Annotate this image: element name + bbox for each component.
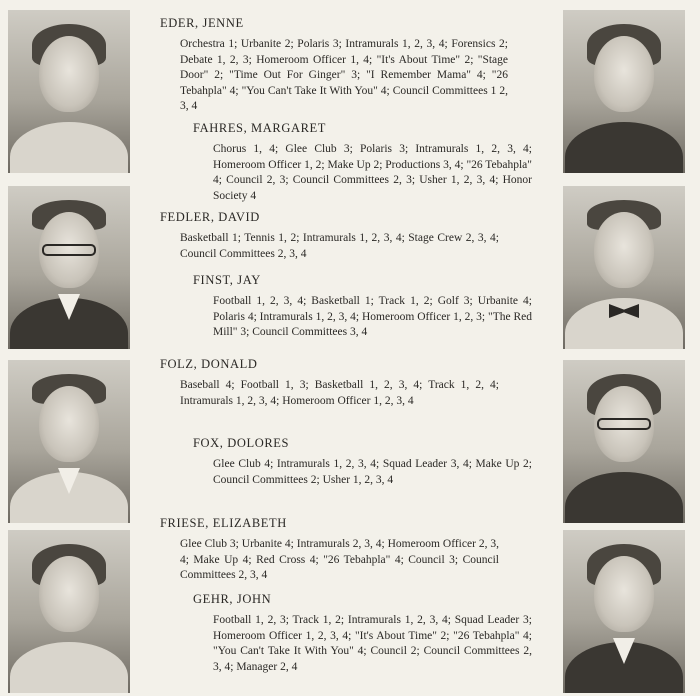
student-name: FAHRES, MARGARET (193, 121, 326, 135)
student-activities: Chorus 1, 4; Glee Club 3; Polaris 3; Intramurals 1, 2, 3, 4; Homeroom Officer 1, 2; Make Up 2; Productions 3, 4; "26 Tebahpla" 4; Council 2, 3; Council Committees 2, 3; Usher 1, 2, 3, 4; Honor Society 4 (213, 143, 532, 202)
portrait-photo (563, 530, 685, 693)
student-name: EDER, JENNE (160, 16, 244, 30)
student-activities: Baseball 4; Football 1, 3; Basketball 1, 2, 3, 4; Track 1, 2, 4; Intramurals 1, 2, 3, 4; Homeroom Officer 1, 2, 3, 4 (180, 379, 499, 407)
portrait-photo (8, 360, 130, 523)
portrait-photo (563, 186, 685, 349)
portrait-photo (8, 186, 130, 349)
student-entry (193, 436, 532, 488)
student-name: FOLZ, DONALD (160, 357, 258, 371)
portrait-photo (563, 360, 685, 523)
student-entry (193, 121, 532, 204)
student-entry (160, 210, 499, 262)
student-activities: Glee Club 3; Urbanite 4; Intramurals 2, 3, 4; Homeroom Officer 2, 3, 4; Make Up 4; Red Cross 4; "26 Tebahpla" 4; Council 3; Council Committees 2, 3, 4 (180, 538, 499, 581)
student-entry (160, 357, 499, 409)
student-name: FOX, DOLORES (193, 436, 290, 450)
student-activities: Orchestra 1; Urbanite 2; Polaris 3; Intramurals 1, 2, 3, 4; Forensics 2; Debate 1, 2, 3; Homeroom Officer 1, 4; "It's About Time" 2; "Stage Door" 2; "Time Out For Ginger" 3; "I Remember Mama" 4; "26 Tebahpla" 4; "You Can't Take It With You" 4; Council Committees 1 2, 3, 4 (180, 38, 508, 112)
student-activities: Football 1, 2, 3, 4; Basketball 1; Track 1, 2; Golf 3; Urbanite 4; Polaris 4; Intramurals 1, 2, 3, 4; Homeroom Officer 1, 2, 3; "The Red Mill" 3; Council Committees 3, 4 (213, 295, 532, 338)
student-name: FRIESE, ELIZABETH (160, 516, 287, 530)
student-name: GEHR, JOHN (193, 592, 272, 606)
student-activities: Glee Club 4; Intramurals 1, 2, 3, 4; Squad Leader 3, 4; Make Up 2; Council Committees 2; Usher 1, 2, 3, 4 (213, 458, 532, 486)
portrait-photo (8, 530, 130, 693)
student-name: FINST, JAY (193, 273, 261, 287)
student-entry (193, 273, 532, 341)
student-entry (160, 16, 508, 115)
student-activities: Football 1, 2, 3; Track 1, 2; Intramurals 1, 2, 3, 4; Squad Leader 3; Homeroom Officer 1, 2, 3, 4; "It's About Time" 2; "26 Tebahpla" 4; "You Can't Take It With You" 4; Council 2; Council Committees 2, 3, 4; Manager 2, 4 (213, 614, 532, 673)
student-entry (193, 592, 532, 675)
student-activities: Basketball 1; Tennis 1, 2; Intramurals 1, 2, 3, 4; Stage Crew 2, 3, 4; Council Committees 2, 3, 4 (180, 232, 499, 260)
student-name: FEDLER, DAVID (160, 210, 260, 224)
student-entry (160, 516, 499, 584)
portrait-photo (8, 10, 130, 173)
portrait-photo (563, 10, 685, 173)
